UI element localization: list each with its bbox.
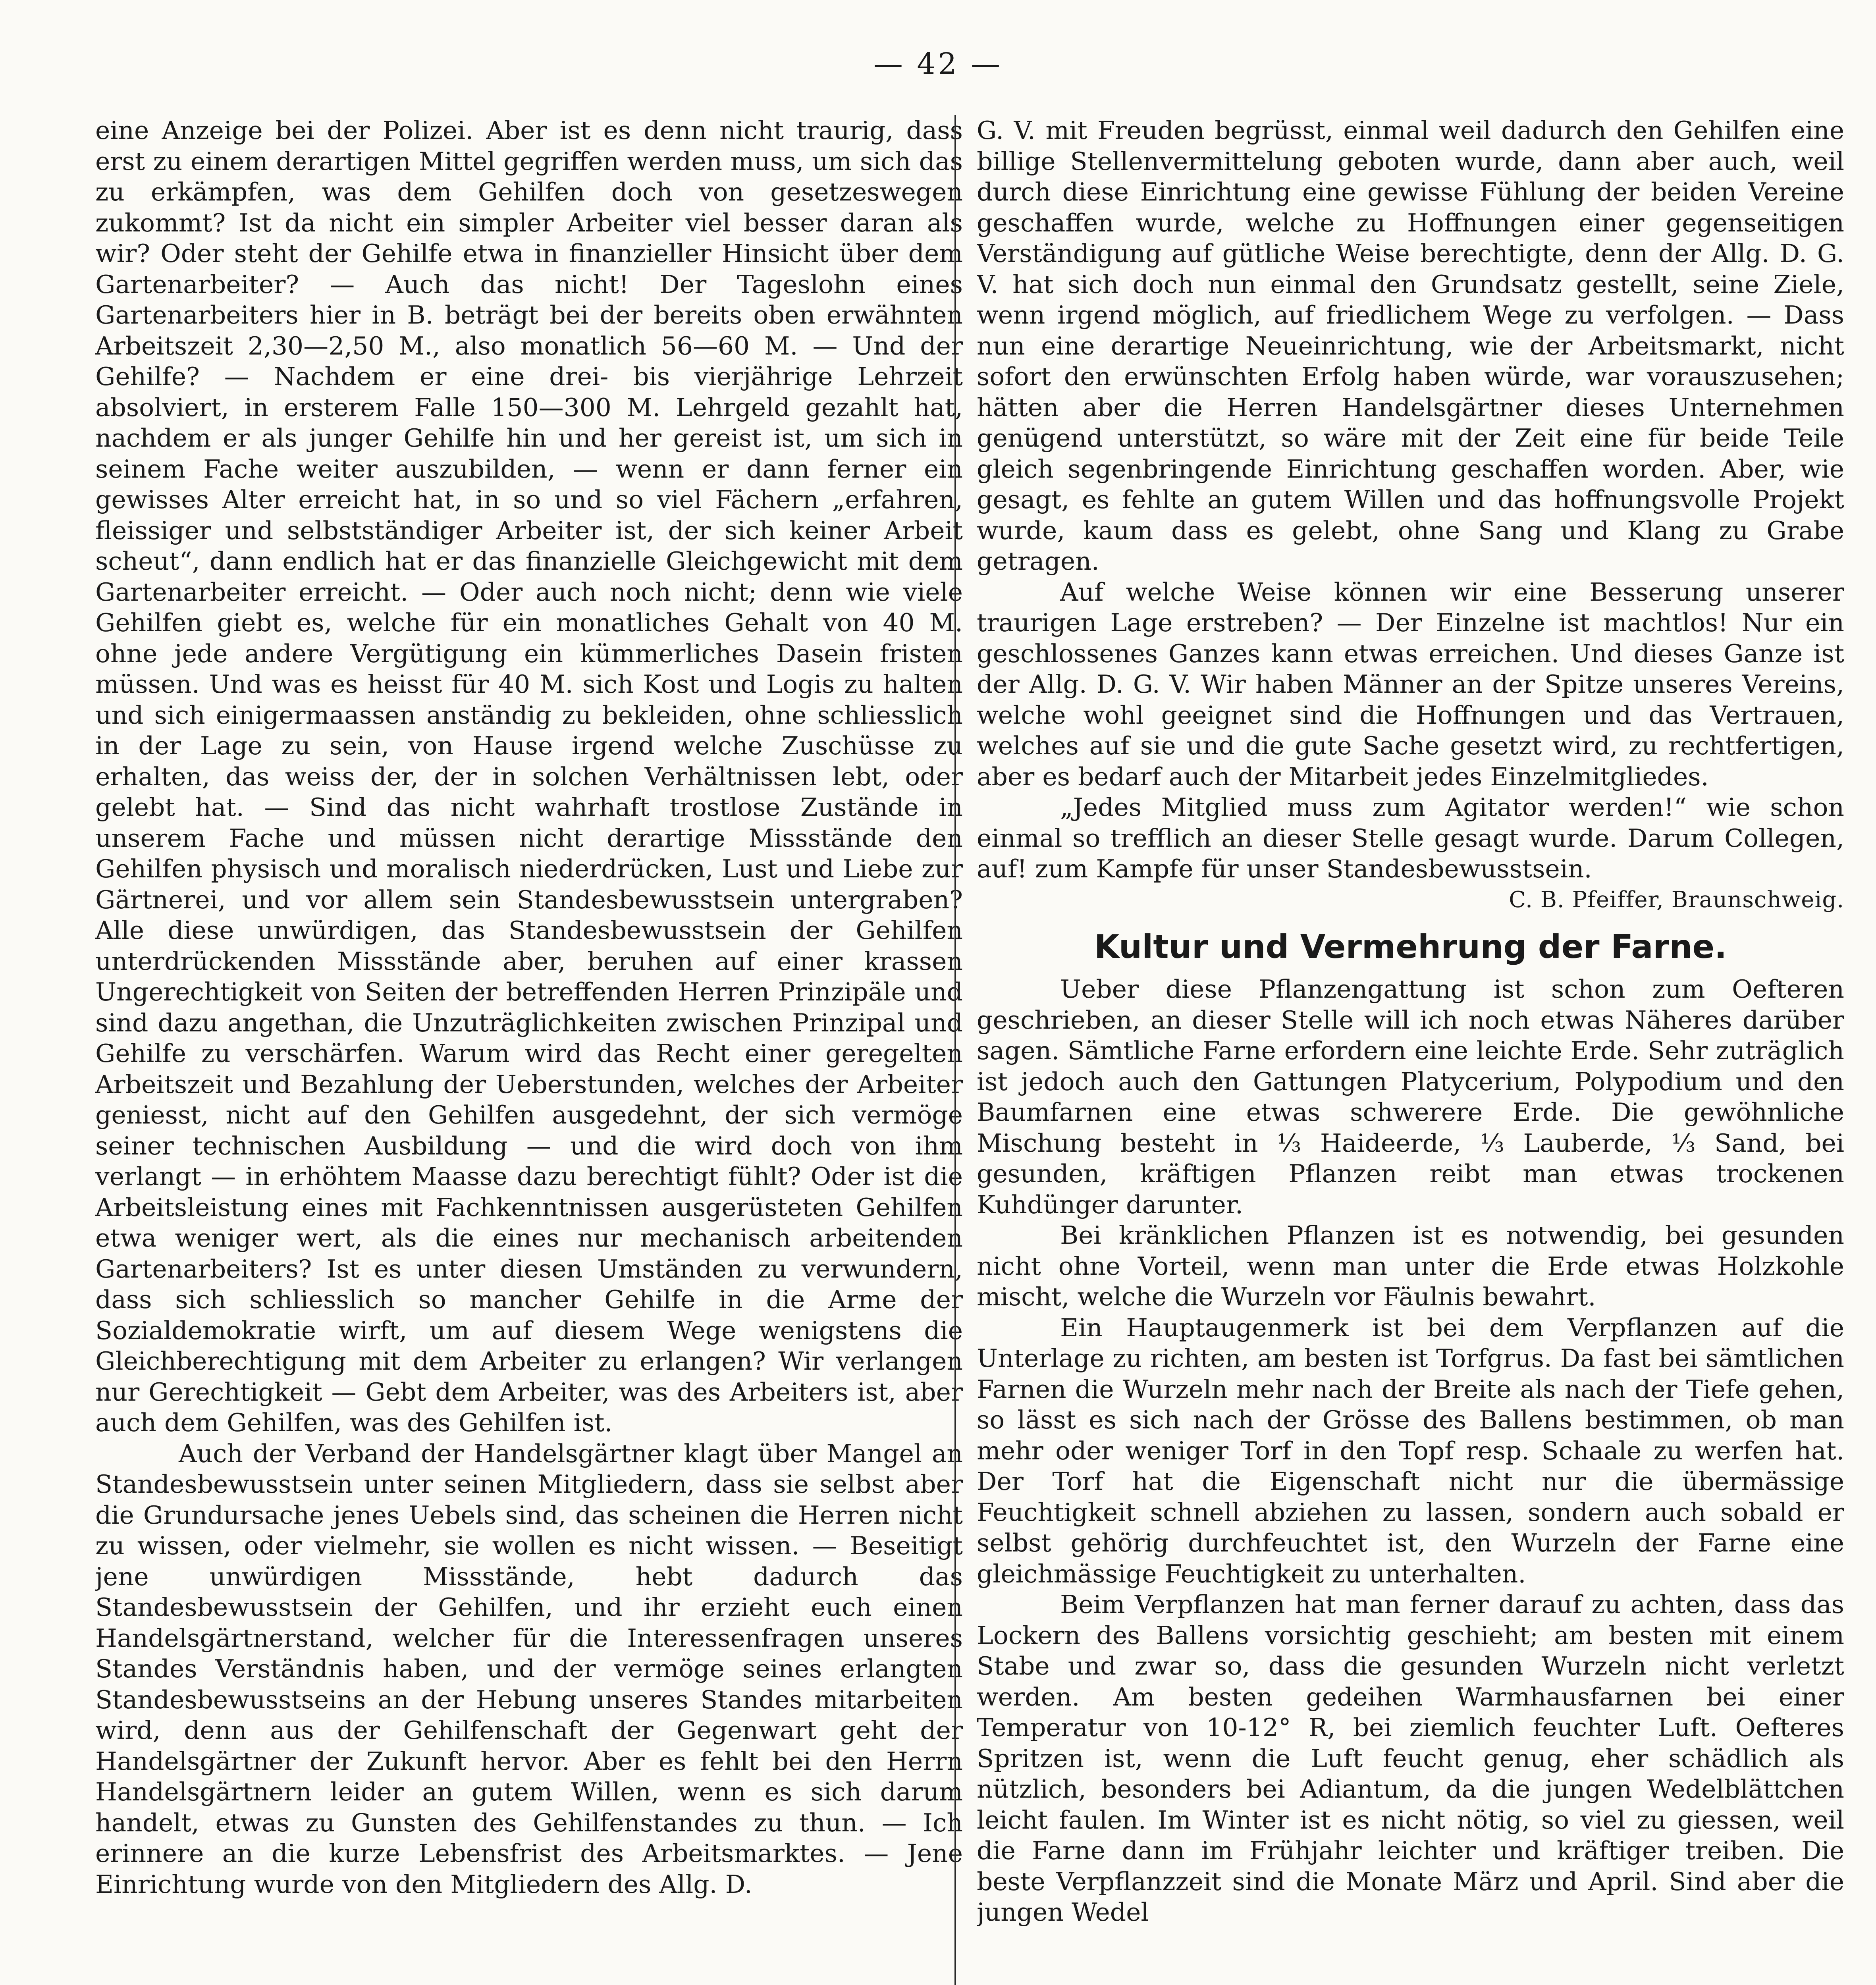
left-column: [95, 115, 963, 1985]
column-divider: [954, 115, 956, 1985]
farne-paragraph-4: Beim Verpflanzen hat man ferner darauf zu achten, dass das Lockern des Ballens vorsichtig geschieht; am besten mit einem Stabe und zwar so, dass die gesunden Wurzeln nicht verletzt werden. Am besten gedeihen Warmhausfarnen bei einer Temperatur von 10-12° R, bei ziemlich feuchter Luft. Oefteres Spritzen ist, wenn die Luft feucht genug, eher schädlich als nützlich, besonders bei Adiantum, da die jungen Wedelblättchen leicht faulen. Im Winter ist es nicht nötig, so viel zu giessen, weil die Farne dann im Frühjahr leichter und kräftiger treiben. Die beste Verpflanzzeit sind die Monate März und April. Sind aber die jungen Wedel: [977, 1590, 1844, 1927]
page-number: — 42 —: [873, 47, 1003, 81]
farne-paragraph-3: Ein Hauptaugenmerk ist bei dem Verpflanzen auf die Unterlage zu richten, am besten ist Torfgrus. Da fast bei sämtlichen Farnen die Wurzeln mehr nach der Breite als nach der Tiefe gehen, so lässt es sich nach der Grösse des Ballens bestimmen, ob man mehr oder weniger Torf in den Topf resp. Schaale zu werfen hat. Der Torf hat die Eigenschaft nicht nur die übermässige Feuchtigkeit schnell abziehen zu lassen, sondern auch sobald er selbst gehörig durchfeuchtet ist, den Wurzeln der Farne eine gleichmässige Feuchtigkeit zu unterhalten.: [977, 1313, 1844, 1588]
right-paragraph-3: „Jedes Mitglied muss zum Agitator werden!“ wie schon einmal so trefflich an dieser Stelle gesagt wurde. Darum Collegen, auf! zum Kampfe für unser Standesbewusstsein.: [977, 793, 1844, 883]
left-paragraph-1: eine Anzeige bei der Polizei. Aber ist es denn nicht traurig, dass erst zu einem derartigen Mittel gegriffen werden muss, um sich das zu erkämpfen, was dem Gehilfen doch von gesetzeswegen zukommt? Ist da nicht ein simpler Arbeiter viel besser daran als wir? Oder steht der Gehilfe etwa in finanzieller Hinsicht über dem Gartenarbeiter? — Auch das nicht! Der Tageslohn eines Gartenarbeiters hier in B. beträgt bei der bereits oben erwähnten Arbeitszeit 2,30—2,50 M., also monatlich 56—60 M. — Und der Gehilfe? — Nachdem er eine drei- bis vierjährige Lehrzeit absolviert, in ersterem Falle 150—300 M. Lehrgeld gezahlt hat, nachdem er als junger Gehilfe hin und her gereist ist, um sich in seinem Fache weiter auszubilden, — wenn er dann ferner ein gewisses Alter erreicht hat, in so und so viel Fächern „erfahren, fleissiger und selbstständiger Arbeiter ist, der sich keiner Arbeit scheut“, dann endlich hat er das finanzielle Gleichgewicht mit dem Gartenarbeiter erreicht. — Oder auch noch nicht; denn wie viele Gehilfen giebt es, welche für ein monatliches Gehalt von 40 M. ohne jede andere Vergütigung ein kümmerliches Dasein fristen müssen. Und was es heisst für 40 M. sich Kost und Logis zu halten und sich einigermaassen anständig zu bekleiden, ohne schliesslich in der Lage zu sein, von Hause irgend welche Zuschüsse zu erhalten, das weiss der, der in solchen Verhältnissen lebt, oder gelebt hat. — Sind das nicht wahrhaft trostlose Zustände in unserem Fache und müssen nicht derartige Missstände den Gehilfen physisch und moralisch niederdrücken, Lust und Liebe zur Gärtnerei, und vor allem sein Standesbewusstsein untergraben? Alle diese unwürdigen, das Standesbewusstsein der Gehilfen unterdrückenden Missstände aber, beruhen auf einer krassen Ungerechtigkeit von Seiten der betreffenden Herren Prinzipäle und sind dazu angethan, die Unzuträglichkeiten zwischen Prinzipal und Gehilfe zu verschärfen. Warum wird das Recht einer geregelten Arbeitszeit und Bezahlung der Ueberstunden, welches der Arbeiter geniesst, nicht auf den Gehilfen ausgedehnt, der sich vermöge seiner technischen Ausbildung — und die wird doch von ihm verlangt — in erhöhtem Maasse dazu berechtigt fühlt? Oder ist die Arbeitsleistung eines mit Fachkenntnissen ausgerüsteten Gehilfen etwa weniger wert, als die eines nur mechanisch arbeitenden Gartenarbeiters? Ist es unter diesen Umständen zu verwundern, dass sich schliesslich so mancher Gehilfe in die Arme der Sozialdemokratie wirft, um auf diesem Wege wenigstens die Gleichberechtigung mit dem Arbeiter zu erlangen? Wir verlangen nur Gerechtigkeit — Gebt dem Arbeiter, was des Arbeiters ist, aber auch dem Gehilfen, was des Gehilfen ist.: [95, 116, 963, 1437]
farne-paragraph-2: Bei kränklichen Pflanzen ist es notwendig, bei gesunden nicht ohne Vorteil, wenn man unter die Erde etwas Holzkohle mischt, welche die Wurzeln vor Fäulnis bewahrt.: [977, 1221, 1844, 1311]
farne-paragraph-1: Ueber diese Pflanzengattung ist schon zum Oefteren geschrieben, an dieser Stelle will ich noch etwas Näheres darüber sagen. Sämtliche Farne erfordern eine leichte Erde. Sehr zuträglich ist jedoch auch den Gattungen Platycerium, Polypodium und den Baumfarnen eine etwas schwerere Erde. Die gewöhnliche Mischung besteht in ⅓ Haideerde, ⅓ Lauberde, ⅓ Sand, bei gesunden, kräftigen Pflanzen reibt man etwas trockenen Kuhdünger darunter.: [977, 975, 1844, 1219]
right-paragraph-2: Auf welche Weise können wir eine Besserung unserer traurigen Lage erstreben? — Der Einzelne ist machtlos! Nur ein geschlossenes Ganzes kann etwas erreichen. Und dieses Ganze ist der Allg. D. G. V. Wir haben Männer an der Spitze unseres Vereins, welche wohl geeignet sind die Hoffnungen und das Vertrauen, welches auf sie und die gute Sache gesetzt wird, zu rechtfertigen, aber es bedarf auch der Mitarbeit jedes Einzelmitgliedes.: [977, 577, 1844, 791]
right-column: [977, 115, 1844, 1985]
section-heading: Kultur und Vermehrung der Farne.: [1094, 928, 1727, 966]
author-signature: C. B. Pfeiffer, Braunschweig.: [1509, 887, 1844, 913]
right-paragraph-1: G. V. mit Freuden begrüsst, einmal weil dadurch den Gehilfen eine billige Stellenvermittelung geboten wurde, dann aber auch, weil durch diese Einrichtung eine gewisse Fühlung der beiden Vereine geschaffen wurde, welche zu Hoffnungen einer gegenseitigen Verständigung auf gütliche Weise berechtigte, denn der Allg. D. G. V. hat sich doch nun einmal den Grundsatz gestellt, seine Ziele, wenn irgend möglich, auf friedlichem Wege zu verfolgen. — Dass nun eine derartige Neueinrichtung, wie der Arbeitsmarkt, nicht sofort den erwünschten Erfolg haben würde, war vorauszusehen; hätten aber die Herren Handelsgärtner dieses Unternehmen genügend unterstützt, so wäre mit der Zeit eine für beide Teile gleich segenbringende Einrichtung geschaffen worden. Aber, wie gesagt, es fehlte an gutem Willen und das hoffnungsvolle Projekt wurde, kaum dass es gelebt, ohne Sang und Klang zu Grabe getragen.: [977, 116, 1844, 576]
left-paragraph-2: Auch der Verband der Handelsgärtner klagt über Mangel an Standesbewusstsein unter seinen Mitgliedern, dass sie selbst aber die Grundursache jenes Uebels sind, das scheinen die Herren nicht zu wissen, oder vielmehr, sie wollen es nicht wissen. — Beseitigt jene unwürdigen Missstände, hebt dadurch das Standesbewusstsein der Gehilfen, und ihr erzieht euch einen Handelsgärtnerstand, welcher für die Interessenfragen unseres Standes Verständnis haben, und der vermöge seines erlangten Standesbewusstseins an der Hebung unseres Standes mitarbeiten wird, denn aus der Gehilfenschaft der Gegenwart geht der Handelsgärtner der Zukunft hervor. Aber es fehlt bei den Herrn Handelsgärtnern leider an gutem Willen, wenn es sich darum handelt, etwas zu Gunsten des Gehilfenstandes zu thun. — Ich erinnere an die kurze Lebensfrist des Arbeitsmarktes. — Jene Einrichtung wurde von den Mitgliedern des Allg. D.: [95, 1439, 963, 1899]
